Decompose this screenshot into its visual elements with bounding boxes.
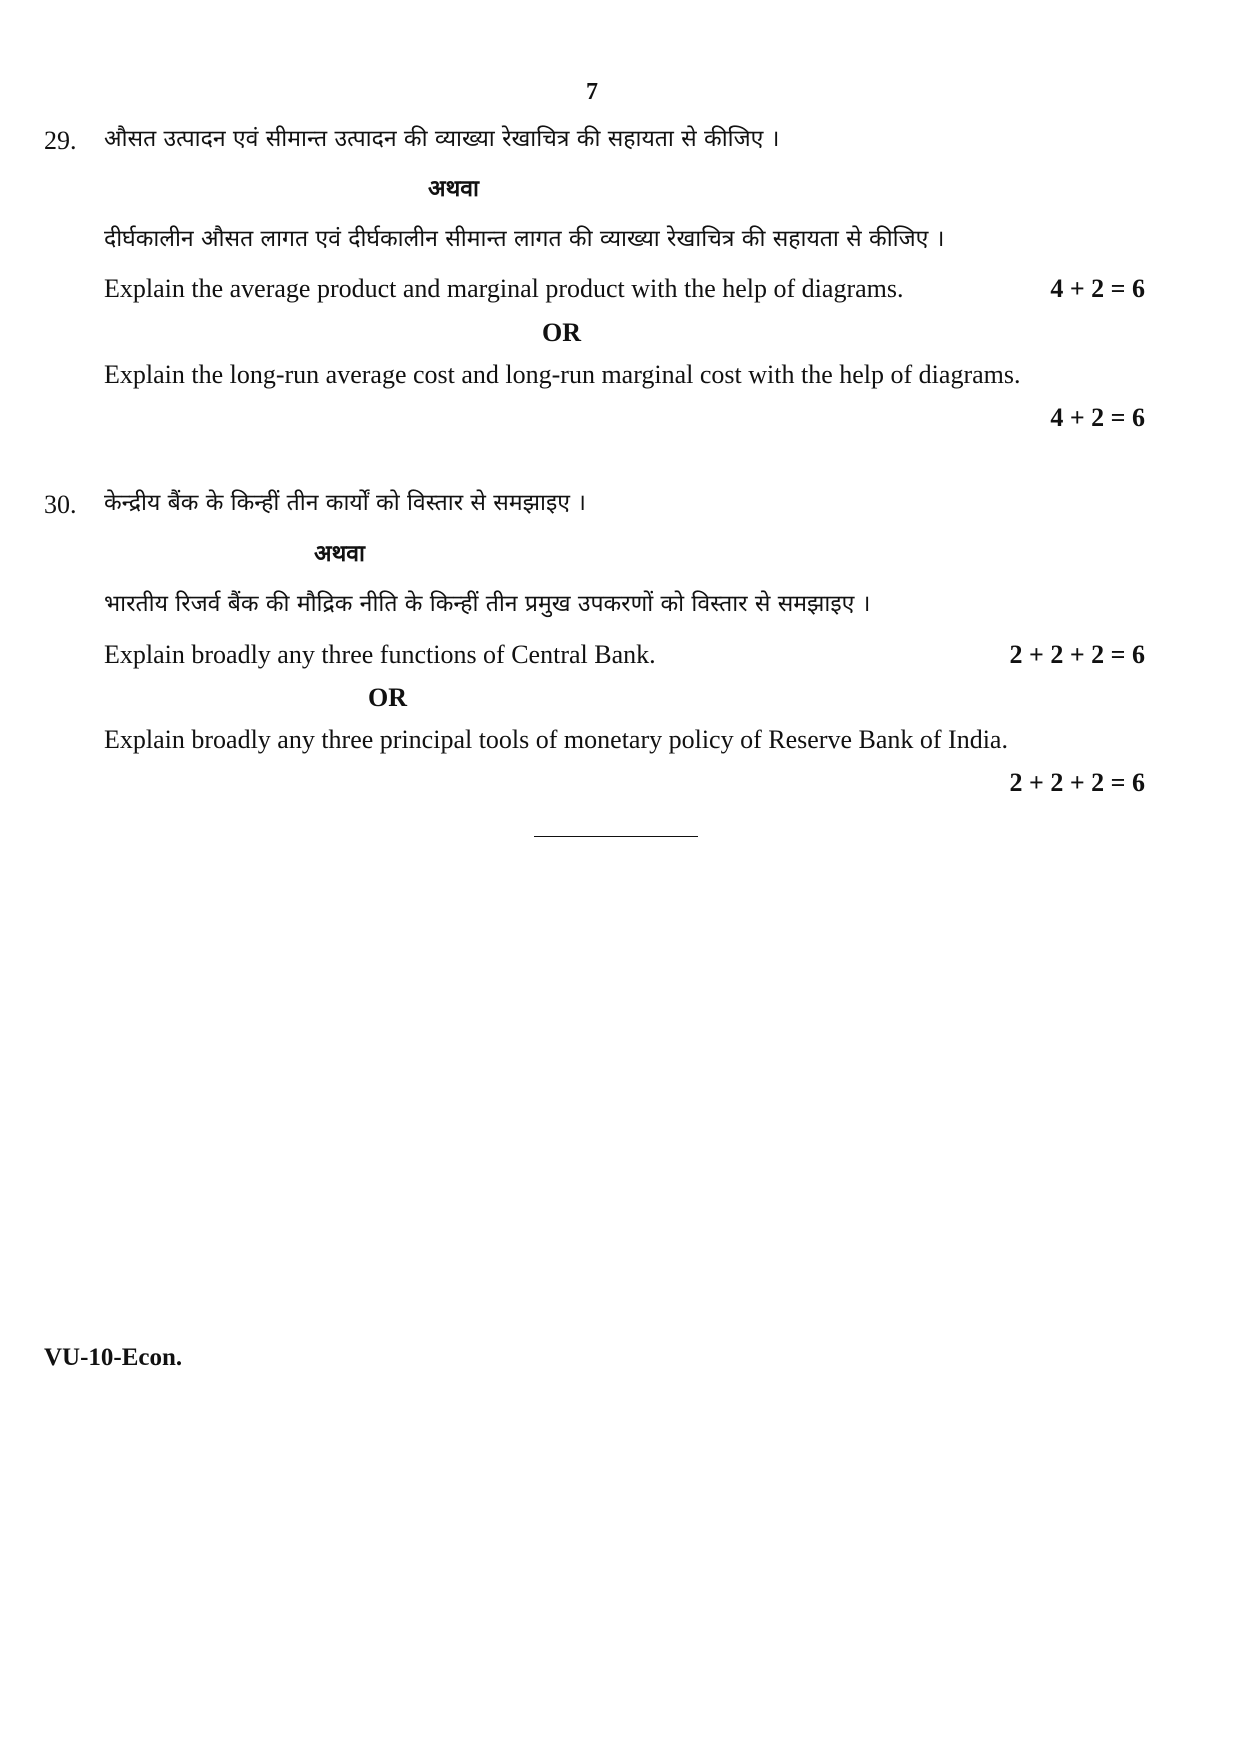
footer-paper-code: VU-10-Econ. (44, 1344, 183, 1371)
hindi-alternative-text: भारतीय रिजर्व बैंक की मौद्रिक नीति के किन्हीं तीन प्रमुख उपकरणों को विस्तार से समझाइए । (104, 591, 871, 617)
english-alternative-text: Explain broadly any three principal tools of monetary policy of Reserve Bank of India. (104, 725, 1008, 754)
english-or-label: OR (368, 683, 407, 712)
question-number: 30. (44, 490, 77, 519)
question-number: 29. (44, 126, 77, 155)
hindi-question-text: औसत उत्पादन एवं सीमान्त उत्पादन की व्याख्या रेखाचित्र की सहायता से कीजिए । (104, 126, 780, 152)
hindi-alternative-text: दीर्घकालीन औसत लागत एवं दीर्घकालीन सीमान्त लागत की व्याख्या रेखाचित्र की सहायता से कीजिए । (104, 226, 945, 252)
end-of-section-rule (534, 836, 698, 837)
english-alternative-text: Explain the long-run average cost and long-run marginal cost with the help of diagrams. (104, 360, 1021, 389)
marks-label-alternative: 4 + 2 = 6 (1050, 403, 1145, 432)
hindi-or-label: अथवा (428, 176, 480, 202)
english-question-text: Explain the average product and marginal product with the help of diagrams. (104, 274, 904, 303)
page-number: 7 (586, 79, 598, 105)
marks-label: 4 + 2 = 6 (1050, 274, 1145, 303)
english-question-text: Explain broadly any three functions of Central Bank. (104, 640, 656, 669)
hindi-question-text: केन्द्रीय बैंक के किन्हीं तीन कार्यों को विस्तार से समझाइए । (104, 490, 586, 516)
marks-label: 2 + 2 + 2 = 6 (1009, 640, 1145, 669)
hindi-or-label: अथवा (314, 541, 366, 567)
english-or-label: OR (542, 318, 581, 347)
marks-label-alternative: 2 + 2 + 2 = 6 (1009, 768, 1145, 797)
